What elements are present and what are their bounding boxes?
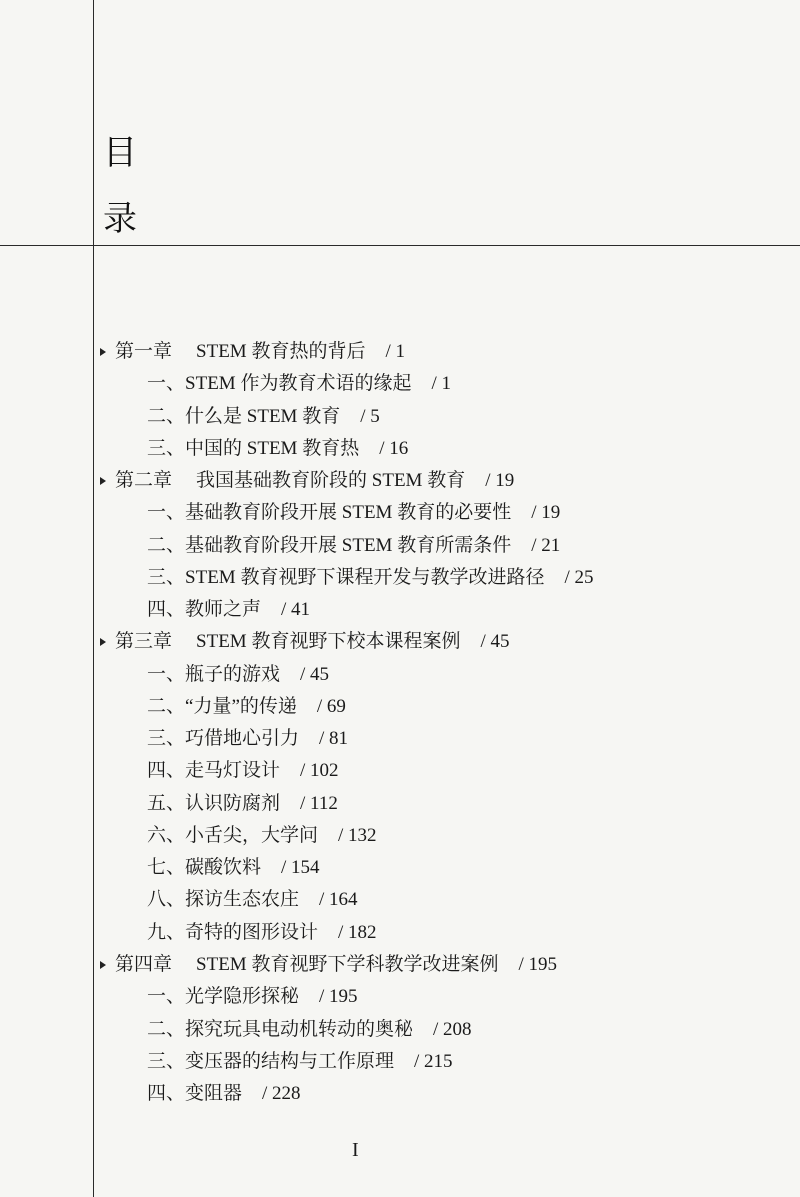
toc-entry-number: 一、 — [147, 502, 186, 524]
toc-entry-number: 四、 — [147, 760, 186, 782]
toc-section-entry — [147, 693, 346, 721]
toc-entry-number: 第三章 — [115, 631, 173, 653]
chapter-marker-icon — [100, 348, 106, 356]
toc-section-entry — [147, 661, 329, 689]
toc-entry-title: STEM 作为教育术语的缘起 — [185, 373, 412, 395]
toc-entry-page: / 25 — [564, 566, 594, 588]
toc-entry-number: 一、 — [147, 986, 186, 1008]
toc-chapter-entry — [100, 467, 514, 495]
toc-entry-page: / 1 — [431, 373, 451, 395]
toc-section-entry — [147, 983, 358, 1011]
toc-entry-number: 一、 — [147, 373, 186, 395]
toc-entry-title: 中国的 STEM 教育热 — [185, 437, 360, 459]
toc-entry-title: 基础教育阶段开展 STEM 教育所需条件 — [185, 534, 512, 556]
toc-entry-title: 教师之声 — [185, 599, 262, 621]
toc-entry-title: 巧借地心引力 — [185, 728, 300, 750]
page-number: I — [352, 1139, 359, 1161]
toc-entry-page: / 154 — [281, 857, 320, 879]
toc-entry-number: 一、 — [147, 663, 186, 685]
toc-entry-number: 三、 — [147, 1050, 186, 1072]
toc-section-entry — [147, 854, 320, 882]
toc-entry-number: 二、 — [147, 1018, 186, 1040]
toc-section-entry — [147, 757, 339, 785]
toc-entry-page: / 195 — [518, 953, 557, 975]
toc-entry-title: STEM 教育视野下学科教学改进案例 — [196, 953, 499, 975]
toc-entry-page: / 81 — [319, 728, 349, 750]
toc-entry-page: / 19 — [531, 502, 561, 524]
toc-entry-number: 第一章 — [115, 341, 173, 362]
toc-entry-page: / 132 — [338, 824, 377, 846]
toc-entry-page: / 164 — [319, 889, 358, 911]
toc-entry-number: 四、 — [147, 599, 186, 621]
toc-entry-page: / 41 — [281, 599, 311, 621]
toc-section-entry — [147, 1016, 472, 1044]
toc-chapter-entry — [100, 628, 509, 656]
toc-entry-title: 光学隐形探秘 — [185, 986, 300, 1008]
toc-section-entry — [147, 790, 338, 818]
toc-entry-title: 走马灯设计 — [185, 760, 281, 782]
toc-entry-title: 探究玩具电动机转动的奥秘 — [185, 1018, 414, 1040]
toc-entry-page: / 69 — [316, 695, 346, 717]
toc-entry-title: 碳酸饮料 — [185, 857, 262, 879]
chapter-marker-icon — [100, 477, 106, 485]
toc-section-entry — [147, 370, 451, 398]
toc-entry-title: 变阻器 — [185, 1083, 243, 1104]
toc-entry-title: 我国基础教育阶段的 STEM 教育 — [196, 470, 466, 491]
toc-entry-page: / 112 — [300, 792, 338, 814]
toc-entry-number: 三、 — [147, 437, 186, 459]
toc-entry-number: 三、 — [147, 728, 186, 750]
horizontal-rule — [0, 245, 800, 246]
toc-section-entry — [147, 886, 358, 914]
toc-entry-number: 四、 — [147, 1083, 186, 1104]
toc-entry-page: / 182 — [338, 921, 377, 943]
toc-entry-title: 小舌尖，大学问 — [185, 824, 319, 846]
toc-section-entry — [147, 435, 408, 463]
toc-entry-page: / 45 — [300, 663, 330, 685]
toc-entry-page: / 21 — [531, 534, 561, 556]
page-title-char-2: 录 — [103, 201, 137, 238]
toc-entry-page: / 208 — [433, 1018, 472, 1040]
toc-entry-title: 认识防腐剂 — [185, 792, 281, 814]
toc-section-entry — [147, 596, 310, 624]
toc-entry-page: / 228 — [262, 1083, 301, 1104]
toc-entry-page: / 102 — [300, 760, 339, 782]
toc-entry-title: STEM 教育视野下校本课程案例 — [196, 631, 461, 653]
chapter-marker-icon — [100, 961, 106, 969]
toc-section-entry — [147, 532, 560, 560]
page-title-char-1: 目 — [103, 135, 137, 172]
chapter-marker-icon — [100, 638, 106, 646]
toc-chapter-entry — [100, 951, 557, 979]
toc-entry-number: 第二章 — [115, 470, 173, 491]
toc-entry-title: 什么是 STEM 教育 — [185, 405, 341, 427]
toc-section-entry — [147, 822, 377, 850]
toc-entry-number: 六、 — [147, 824, 186, 846]
toc-section-entry — [147, 1080, 301, 1108]
toc-entry-title: STEM 教育热的背后 — [196, 341, 366, 362]
toc-entry-title: 变压器的结构与工作原理 — [185, 1050, 395, 1072]
toc-entry-number: 三、 — [147, 566, 186, 588]
toc-section-entry — [147, 403, 380, 431]
toc-entry-page: / 19 — [485, 470, 515, 491]
toc-entry-page: / 16 — [379, 437, 409, 459]
toc-entry-title: 基础教育阶段开展 STEM 教育的必要性 — [185, 502, 512, 524]
toc-entry-number: 七、 — [147, 857, 186, 879]
toc-section-entry — [147, 725, 348, 753]
toc-entry-number: 第四章 — [115, 953, 173, 975]
toc-entry-page: / 45 — [480, 631, 510, 653]
toc-chapter-entry — [100, 338, 405, 366]
toc-entry-title: STEM 教育视野下课程开发与教学改进路径 — [185, 566, 545, 588]
toc-section-entry — [147, 564, 593, 592]
toc-entry-number: 九、 — [147, 921, 186, 943]
toc-section-entry — [147, 499, 560, 527]
toc-section-entry — [147, 1048, 453, 1076]
toc-section-entry — [147, 919, 377, 947]
toc-entry-page: / 1 — [385, 341, 405, 362]
vertical-rule — [93, 0, 94, 1197]
toc-entry-title: 奇特的图形设计 — [185, 921, 319, 943]
toc-entry-title: “力量”的传递 — [185, 695, 297, 717]
toc-entry-page: / 5 — [360, 405, 380, 427]
toc-entry-title: 探访生态农庄 — [185, 889, 300, 911]
toc-entry-number: 二、 — [147, 534, 186, 556]
toc-entry-number: 八、 — [147, 889, 186, 911]
toc-entry-number: 五、 — [147, 792, 186, 814]
toc-entry-number: 二、 — [147, 695, 186, 717]
toc-entry-page: / 195 — [319, 986, 358, 1008]
toc-entry-title: 瓶子的游戏 — [185, 663, 281, 685]
toc-entry-page: / 215 — [414, 1050, 453, 1072]
toc-entry-number: 二、 — [147, 405, 186, 427]
